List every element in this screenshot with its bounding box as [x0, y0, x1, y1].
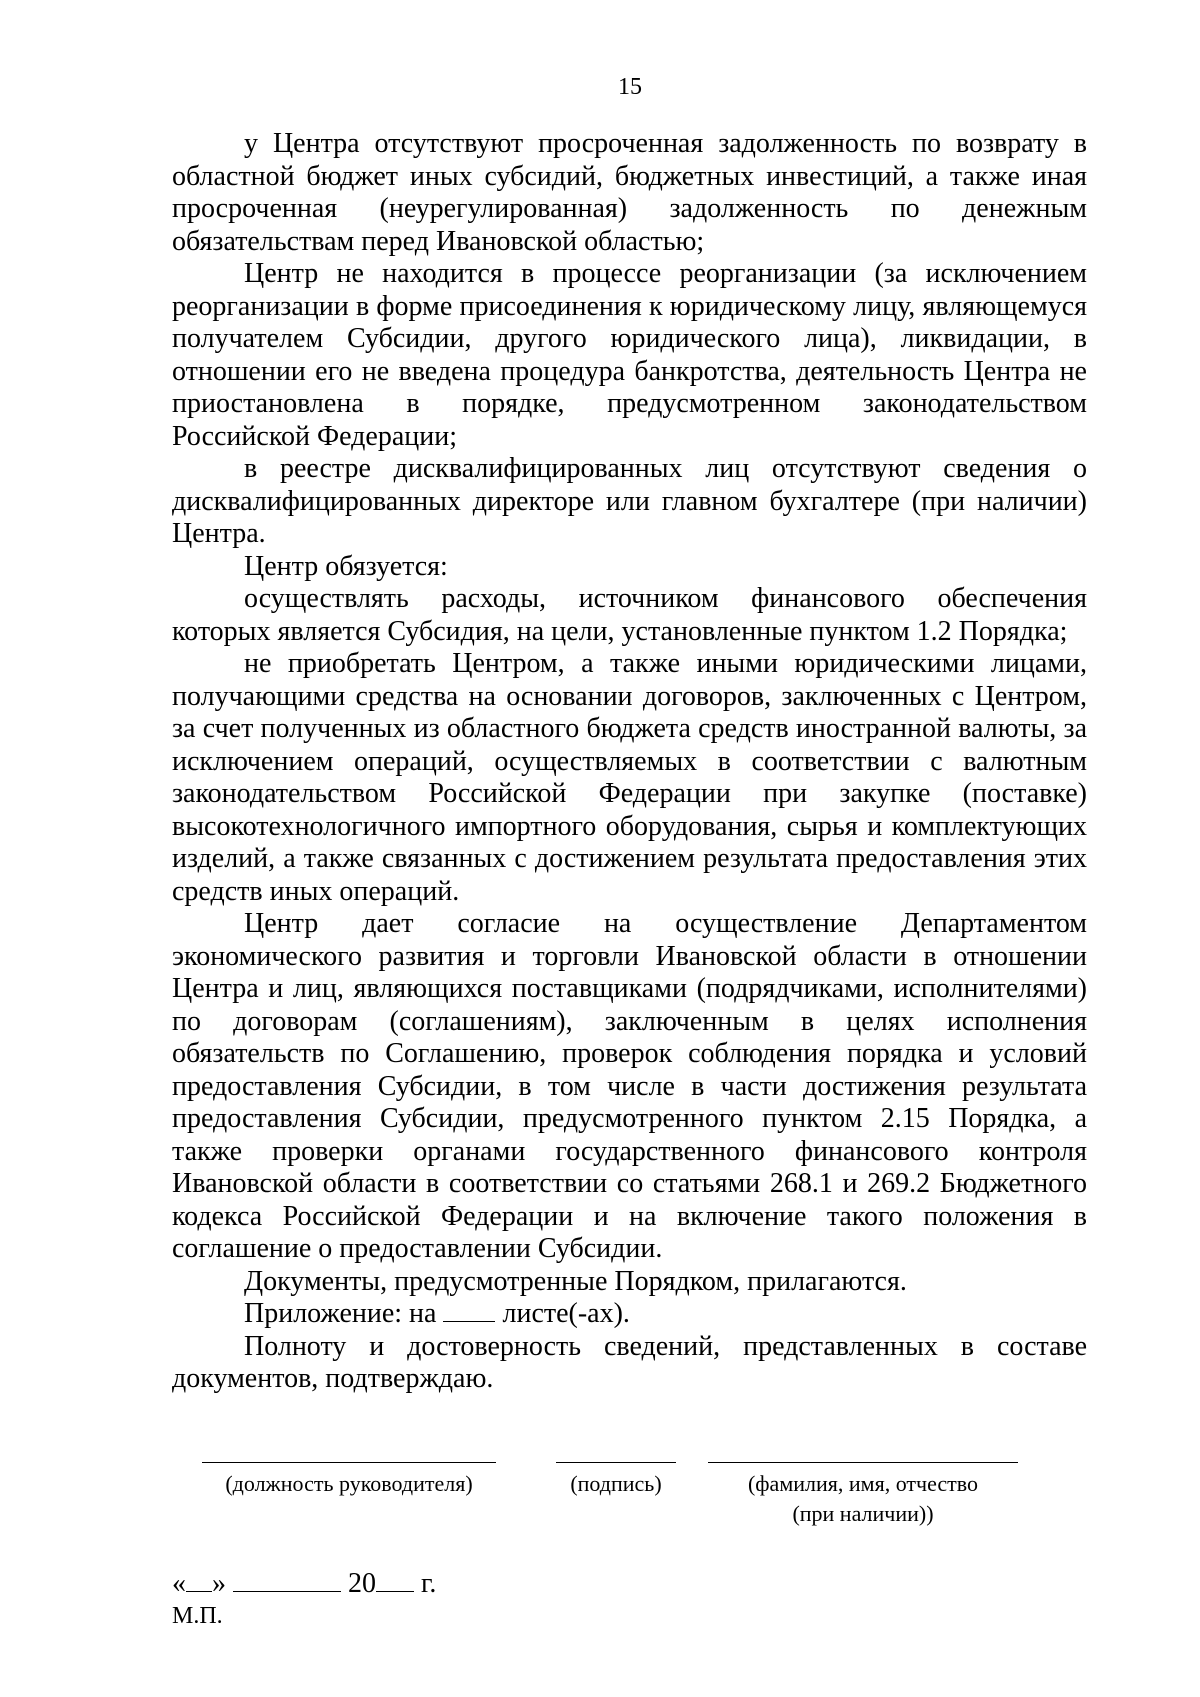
- paragraph-center-obligations-heading: Центр обязуется:: [244, 550, 448, 582]
- signature-caption: (подпись): [570, 1471, 662, 1496]
- appendix-suffix: листе(-ах).: [502, 1298, 630, 1329]
- full-name-caption: [708, 1469, 1018, 1529]
- year-suffix: г.: [421, 1568, 437, 1599]
- appendix-page-count-blank: [443, 1299, 495, 1322]
- full-name-line: [708, 1462, 1018, 1463]
- document-body: [172, 128, 1087, 1396]
- position-signature-field: [202, 1462, 496, 1499]
- full-name-field: [708, 1462, 1018, 1529]
- paragraph-documents-attached: Документы, предусмотренные Порядком, прилагаются.: [244, 1265, 907, 1297]
- stamp-label: М.П.: [172, 1603, 223, 1629]
- appendix-prefix: Приложение: на: [244, 1298, 437, 1329]
- paragraph-no-overdue-debt: у Центра отсутствуют просроченная задолженность по возврату в областной бюджет иных субсидий, бюджетных инвестиций, а также иная просроченная (неурегулированная) задолженность по денежным обязательствам перед Ивановской областью;: [172, 128, 1087, 257]
- position-caption: (должность руководителя): [225, 1471, 473, 1496]
- paragraph-disqualified-persons: в реестре дисквалифицированных лиц отсутствуют сведения о дисквалифицированных директоре или главном бухгалтере (при наличии) Центра.: [172, 453, 1087, 549]
- date-open-quote: «: [172, 1568, 186, 1599]
- paragraph-appendix: [172, 1298, 1087, 1331]
- signature-block: [0, 1462, 1200, 1542]
- date-line: [172, 1568, 436, 1600]
- paragraph-no-foreign-currency: не приобретать Центром, а также иными юридическими лицами, получающими средства на основании договоров, заключенных с Центром, за счет полученных из областного бюджета средств иностранной валюты, за исключением операций, осуществляемых в соответствии с валютным законодательством Российской Федерации при закупке (поставке) высокотехнологичного импортного оборудования, сырья и комплектующих изделий, а также связанных с достижением результата предоставления этих средств иных операций.: [172, 648, 1087, 907]
- month-blank: [233, 1569, 341, 1592]
- year-blank: [376, 1569, 414, 1592]
- day-blank: [186, 1569, 212, 1592]
- date-close-quote: »: [212, 1568, 226, 1599]
- full-name-caption-line-2: (при наличии)): [792, 1501, 934, 1526]
- paragraph-no-reorganization: Центр не находится в процессе реорганизации (за исключением реорганизации в форме присоединения к юридическому лицу, являющемуся получателем Субсидии, другого юридического лица), ликвидации, в отношении его не введена процедура банкротства, деятельность Центра не приостановлена в порядке, предусмотренном законодательством Российской Федерации;: [172, 258, 1087, 452]
- full-name-caption-line-1: (фамилия, имя, отчество: [747, 1471, 979, 1496]
- paragraph-expenses-purpose: осуществлять расходы, источником финансового обеспечения которых является Субсидия, на цели, установленные пунктом 1.2 Порядка;: [172, 583, 1087, 647]
- year-prefix: 20: [348, 1568, 376, 1599]
- position-line: [202, 1462, 496, 1463]
- signature-field: [556, 1462, 676, 1499]
- signature-line: [556, 1462, 676, 1463]
- paragraph-consent-to-audits: Центр дает согласие на осуществление Департаментом экономического развития и торговли Ивановской области в отношении Центра и лиц, являющихся поставщиками (подрядчиками, исполнителями) по договорам (соглашениям), заключенным в целях исполнения обязательств по Соглашению, проверок соблюдения порядка и условий предоставления Субсидии, в том числе в части достижения результата предоставления Субсидии, предусмотренного пунктом 2.15 Порядка, а также проверки органами государственного финансового контроля Ивановской области в соответствии со статьями 268.1 и 269.2 Бюджетного кодекса Российской Федерации и на включение такого положения в соглашение о предоставлении Субсидии.: [172, 908, 1087, 1264]
- paragraph-confirmation: Полноту и достоверность сведений, представленных в составе документов, подтверждаю.: [172, 1330, 1087, 1394]
- page-number: 15: [618, 74, 642, 100]
